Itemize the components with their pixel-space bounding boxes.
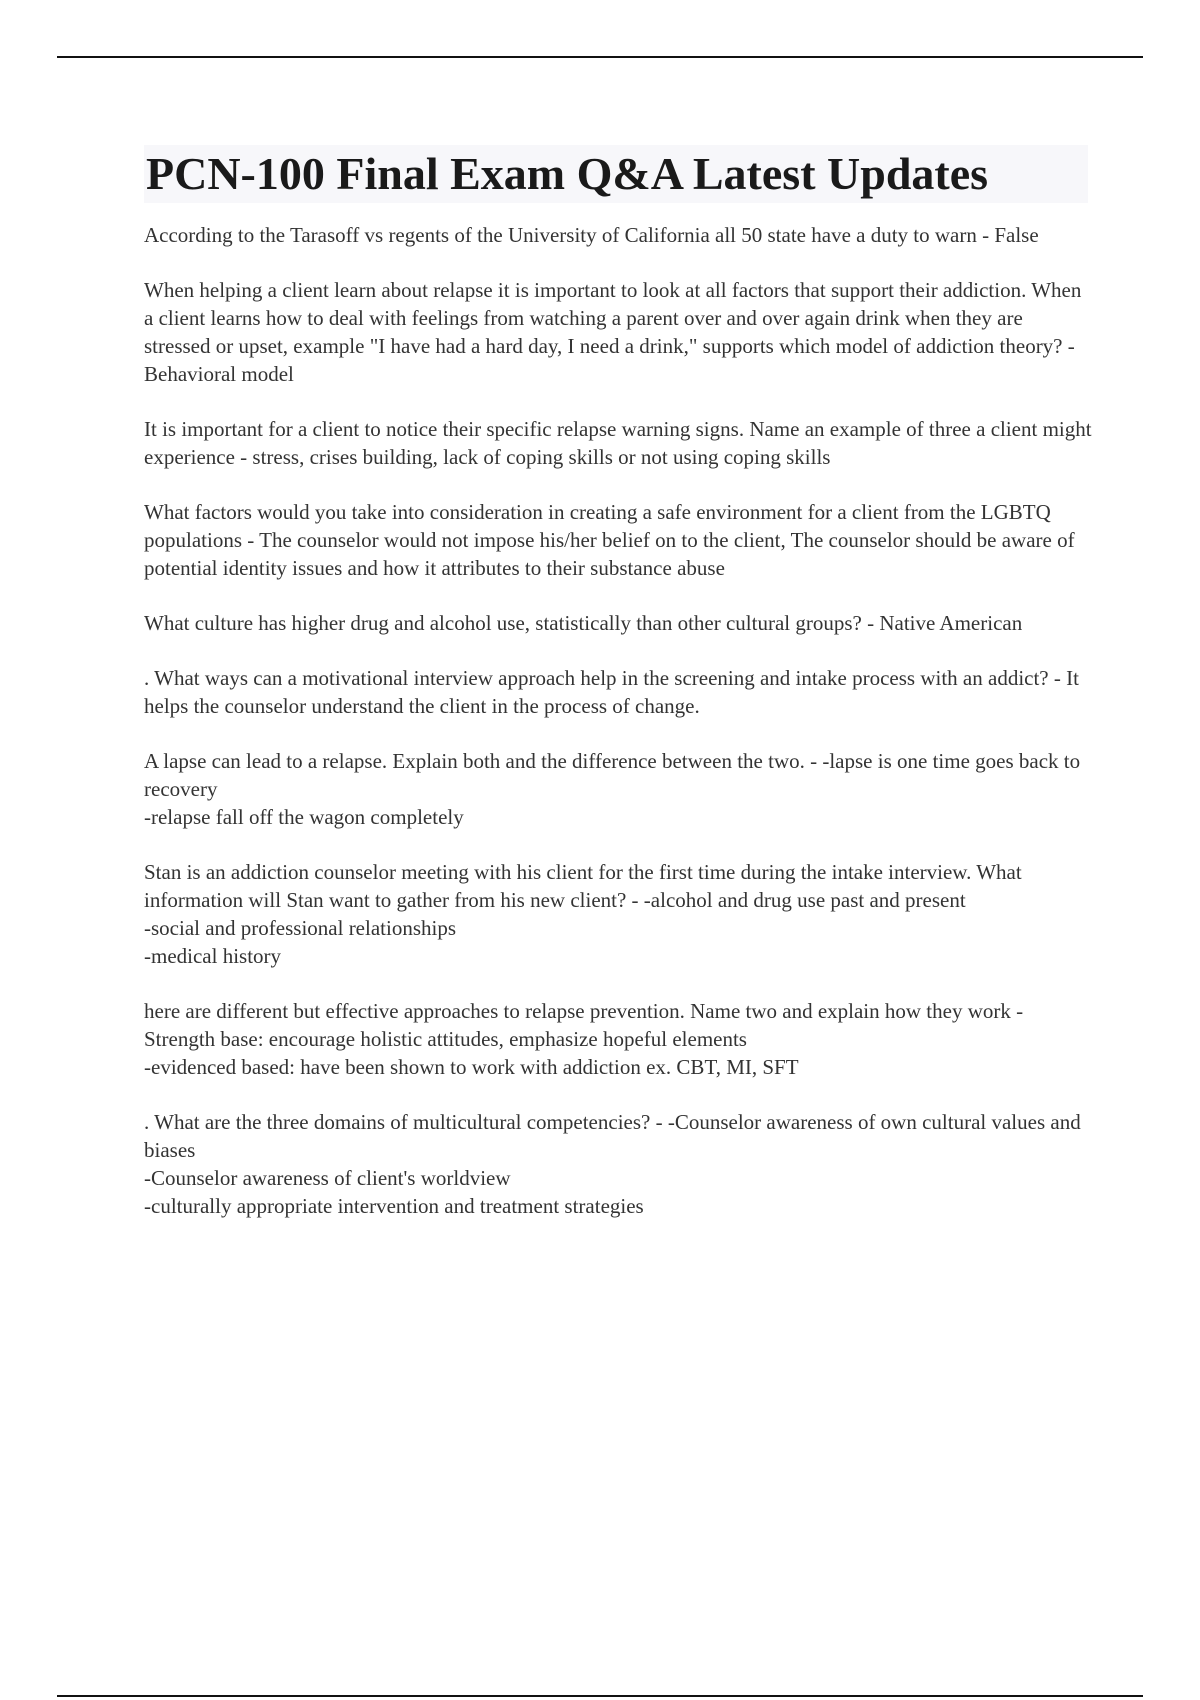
qa-item-10: . What are the three domains of multicultural competencies? - -Counselor awareness of own cultural values and biases -Counselor awareness of client's worldview -culturally appropriate intervention and treatment strategies: [144, 1110, 1081, 1218]
qa-item-8: Stan is an addiction counselor meeting with his client for the first time during the intake interview. What information will Stan want to gather from his new client? - -alcohol and drug use past and present -social and professional relationships -medical history: [144, 860, 1022, 968]
top-divider: [57, 56, 1143, 58]
qa-item-9: here are different but effective approaches to relapse prevention. Name two and explain how they work - Strength base: encourage holistic attitudes, emphasize hopeful elements -evidenced based: have been shown to work with addiction ex. CBT, MI, SFT: [144, 999, 1024, 1079]
qa-item-7: A lapse can lead to a relapse. Explain both and the difference between the two. - -lapse is one time goes back to recovery -relapse fall off the wagon completely: [144, 749, 1081, 829]
page-title: PCN-100 Final Exam Q&A Latest Updates: [144, 145, 1088, 203]
qa-item-3: It is important for a client to notice their specific relapse warning signs. Name an example of three a client might experience - stress, crises building, lack of coping skills or not using coping skills: [144, 417, 1092, 469]
bottom-divider: [57, 1695, 1143, 1697]
qa-item-5: What culture has higher drug and alcohol use, statistically than other cultural groups? - Native American: [144, 611, 1023, 635]
qa-item-1: According to the Tarasoff vs regents of the University of California all 50 state have a duty to warn - False: [144, 223, 1039, 247]
qa-item-4: What factors would you take into consideration in creating a safe environment for a client from the LGBTQ populations - The counselor would not impose his/her belief on to the client, The counselor should be aware of potential identity issues and how it attributes to their substance abuse: [144, 500, 1075, 580]
qa-item-6: . What ways can a motivational interview approach help in the screening and intake process with an addict? - It helps the counselor understand the client in the process of change.: [144, 666, 1079, 718]
document-body: [144, 145, 1094, 1247]
qa-item-2: When helping a client learn about relapse it is important to look at all factors that support their addiction. When a client learns how to deal with feelings from watching a parent over and over again drink when they are stressed or upset, example "I have had a hard day, I need a drink," supports which model of addiction theory? - Behavioral model: [144, 278, 1082, 386]
